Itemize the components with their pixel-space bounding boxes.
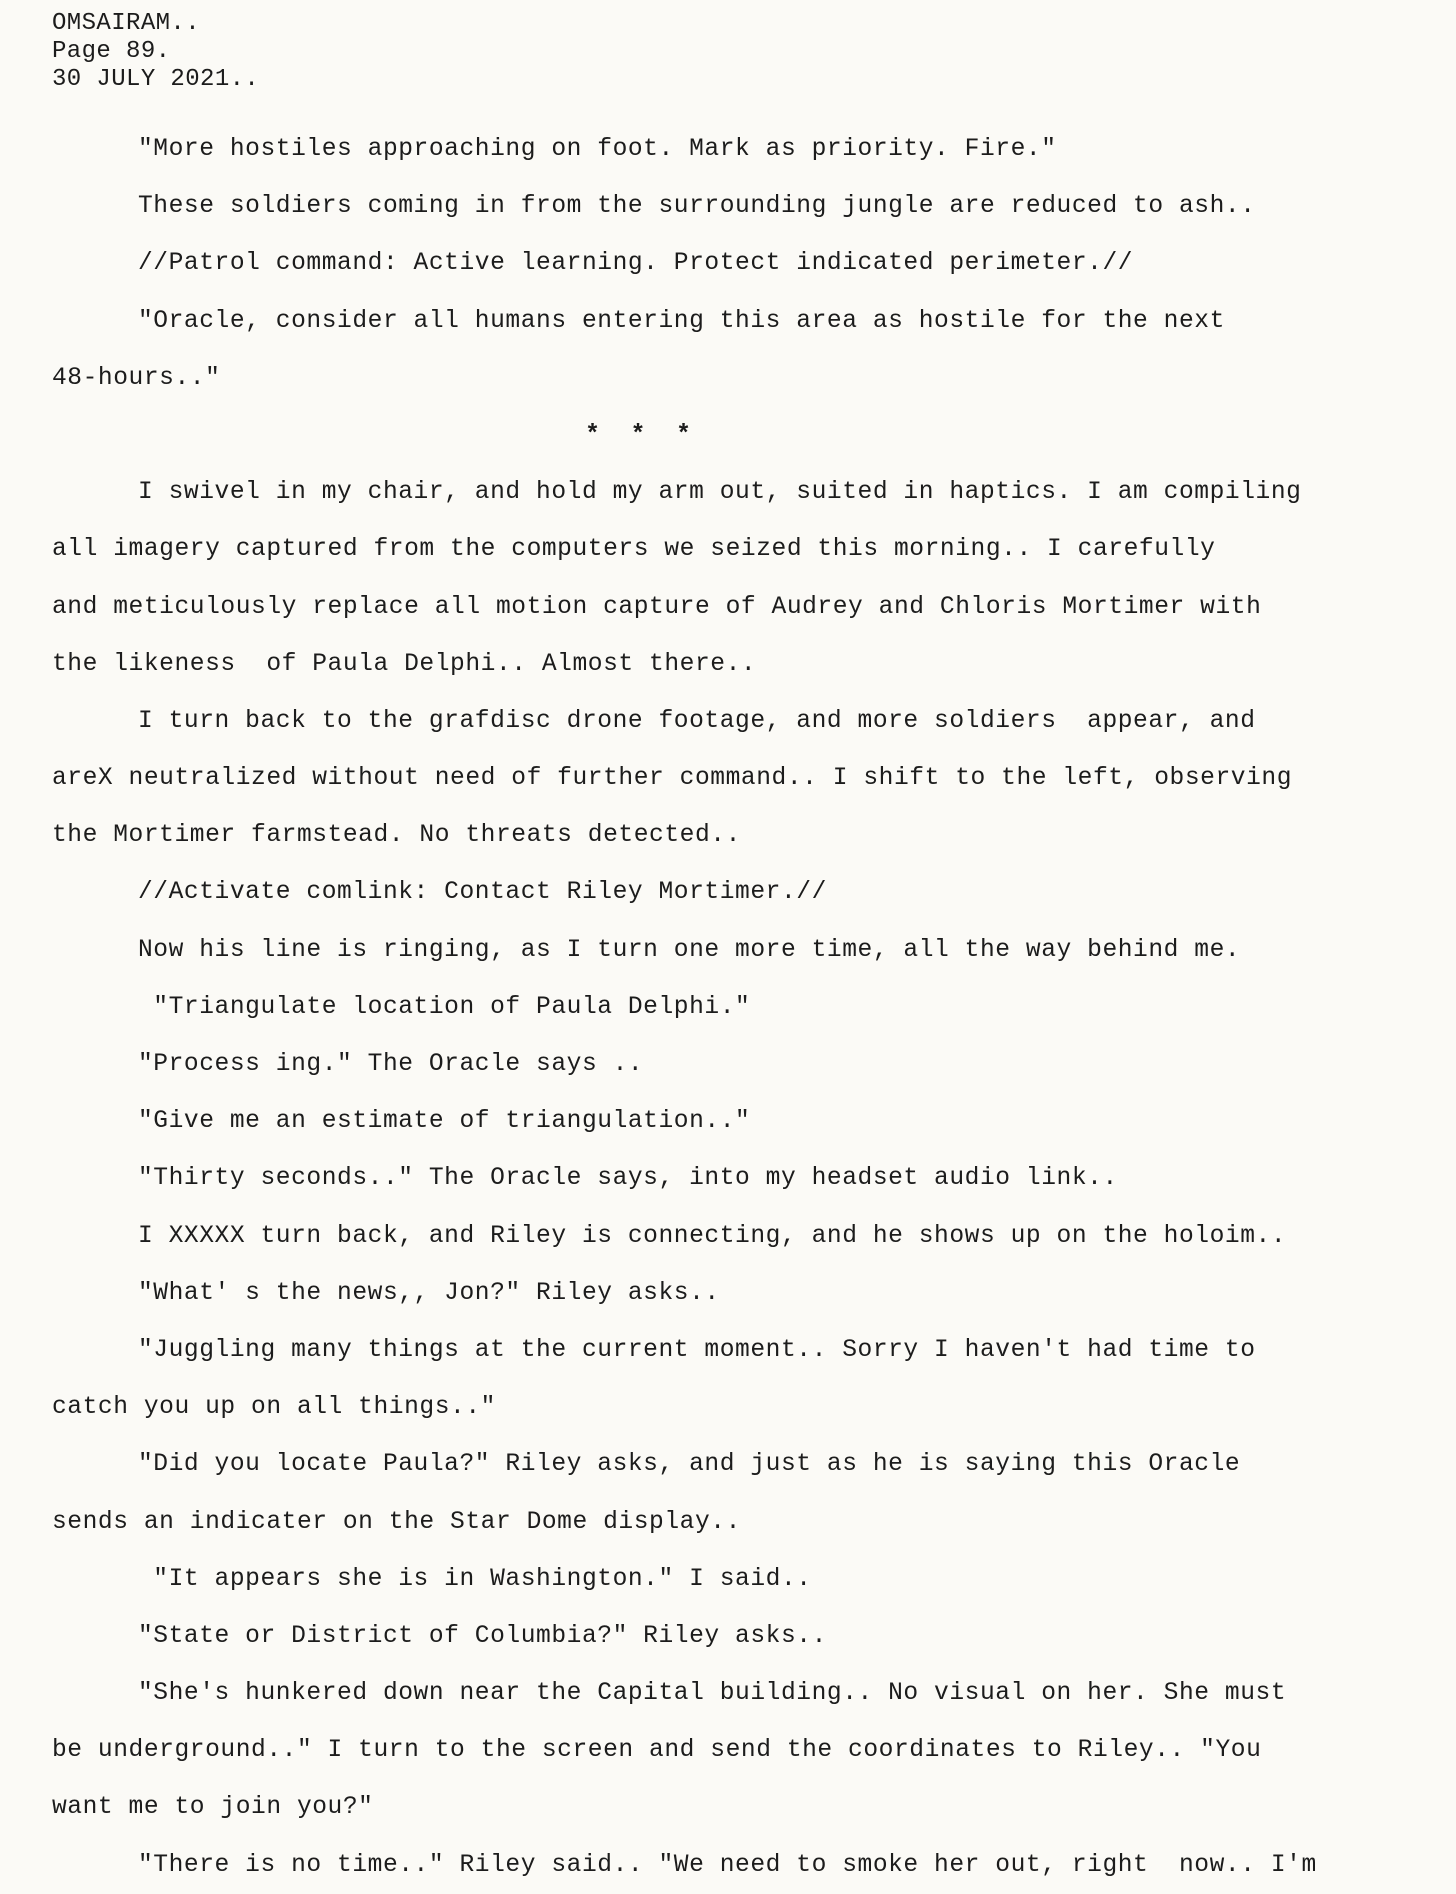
text-line: "More hostiles approaching on foot. Mark as priority. Fire." <box>138 136 1057 163</box>
text-line: "Juggling many things at the current moment.. Sorry I haven't had time to <box>138 1336 1256 1364</box>
text-line: "What' s the news,, Jon?" Riley asks.. <box>138 1279 720 1307</box>
text-line: These soldiers coming in from the surrounding jungle are reduced to ash.. <box>138 193 1256 221</box>
text-line: areX neutralized without need of further command.. I shift to the left, observing <box>52 765 1292 793</box>
text-line: I turn back to the grafdisc drone footage, and more soldiers appear, and <box>138 707 1256 735</box>
text-line: I XXXXX turn back, and Riley is connecting, and he shows up on the holoim.. <box>138 1222 1287 1250</box>
header-title: OMSAIRAM.. <box>52 10 201 37</box>
text-line: catch you up on all things.." <box>52 1394 496 1422</box>
text-line: 48-hours.." <box>52 364 221 392</box>
text-line: "Did you locate Paula?" Riley asks, and just as he is saying this Oracle <box>138 1451 1241 1479</box>
text-line: "Process ing." The Oracle says .. <box>138 1051 644 1078</box>
text-line: //Activate comlink: Contact Riley Mortimer.// <box>138 879 827 907</box>
page-date: 30 JULY 2021.. <box>52 66 260 93</box>
page-header <box>52 10 259 94</box>
text-line: I swivel in my chair, and hold my arm out, suited in haptics. I am compiling <box>138 479 1302 507</box>
text-line: be underground.." I turn to the screen and send the coordinates to Riley.. "You <box>52 1737 1262 1765</box>
text-line: "There is no time.." Riley said.. "We need to smoke her out, right now.. I'm <box>138 1851 1317 1879</box>
text-line: want me to join you?" <box>52 1794 374 1822</box>
page-number: Page 89. <box>52 38 171 65</box>
text-line: "Give me an estimate of triangulation.." <box>138 1108 751 1136</box>
section-break: * * * <box>585 421 699 449</box>
text-line: "State or District of Columbia?" Riley asks.. <box>138 1622 827 1650</box>
text-line: all imagery captured from the computers we seized this morning.. I carefully <box>52 536 1216 564</box>
text-line: the likeness of Paula Delphi.. Almost there.. <box>52 650 757 678</box>
text-line: "Thirty seconds.." The Oracle says, into my headset audio link.. <box>138 1165 1118 1193</box>
manuscript-body <box>52 121 1442 1894</box>
text-line: "Triangulate location of Paula Delphi." <box>138 993 751 1021</box>
text-line: "Oracle, consider all humans entering this area as hostile for the next <box>138 307 1225 335</box>
text-line: "She's hunkered down near the Capital building.. No visual on her. She must <box>138 1680 1287 1708</box>
text-line: the Mortimer farmstead. No threats detected.. <box>52 822 741 850</box>
text-line: "It appears she is in Washington." I said.. <box>138 1565 812 1593</box>
text-line: and meticulously replace all motion capture of Audrey and Chloris Mortimer with <box>52 593 1262 621</box>
text-line: //Patrol command: Active learning. Protect indicated perimeter.// <box>138 250 1134 278</box>
text-line: sends an indicater on the Star Dome display.. <box>52 1508 741 1536</box>
text-line: Now his line is ringing, as I turn one more time, all the way behind me. <box>138 936 1241 964</box>
